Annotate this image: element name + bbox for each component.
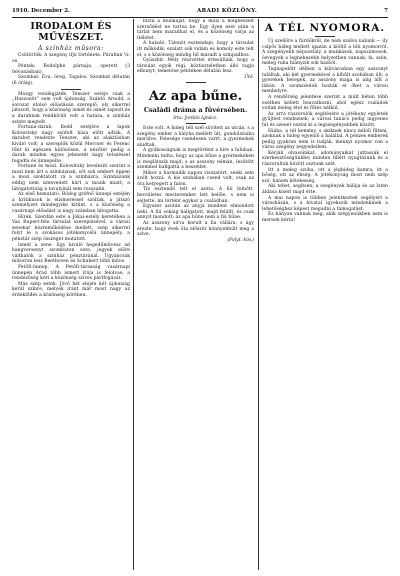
repertoire-line: Szombat: Éva, öreg, Tagalos. Szombat délután (6 óráig). — [12, 75, 130, 86]
story-paragraph: Mikor a harmadik napon visszatért, senki sem szólt hozzá. A kis szobában csend volt, csak az óra ketyegett a falon. — [137, 170, 254, 187]
column-divider — [133, 19, 134, 570]
story-paragraph: Este volt. A hideg téli szél süvített az utcán, s a szegény ember a kályha mellett ült, gondolataiba merülve. Felesége csendesen varrt, a gyermekek aludtak. — [137, 125, 254, 148]
article-paragraph: Tegnapelőtt délben a külvárosban egy asszonyt találtak, aki két gyermekével a kihűlt szobában ült; a gyerekek betegek, az asszony maga is alig állt a lábán. A szomszédok hozták el őket a városi menhelyre. — [262, 66, 388, 95]
article-paragraph: Fortuna-darab. Kedd estéjére a lapok Kolowitsky nagy zsúfolt háza előtt adták. A darabot rendezte Tenszer, aki az alakításban kiváló volt; a szereplők közül Mercser és Ferenc tűnt ki egészen különösen, a nézőtér pedig a darab minden egyes jelenetét nagy tetszéssel fogadta és ünnepelte. — [12, 125, 130, 164]
article-paragraph: Az első bemutató. Bódog grófnő ünnepi estéjén a kritikusok is elismeréssel szóltak, a játszó személyzet mindegyike kitűnt, s a közönség a vasárnapi előadást is nagy számban látogatta. — [12, 192, 130, 215]
story-paragraph: Az asszony sírva borult a fia vállára, s úgy érezte, hogy évek óta először könnyebbült meg a szíve. — [137, 221, 254, 238]
section-title-literature: IRODALOM ÉS MŰVÉSZET. — [30, 21, 112, 43]
article-paragraph: És hányan vannak még, akik szégyenükben nem is mernek kérni! — [262, 212, 388, 223]
article-paragraph: Hírek. Szerdán este a Jókai-estély keretében a Vas Rupert-féle társulat szereplésével, a városi zenekar közreműködése mellett, szép sikerrel folyt le a szokásos jótékonycélú ünnepély, a pénztár szép összeget mutatott. — [12, 214, 130, 242]
separator — [186, 123, 206, 124]
article-paragraph: A mai napon is többen jelentkeztek segélyért a városházán, s a hivatal igyekszik mindenkinek a lehetőséghez képest megadni a támogatást. — [262, 195, 388, 212]
masthead-rule — [12, 17, 388, 18]
page-number: 7 — [384, 8, 388, 14]
masthead-title: ARADI KÖZLÖNY. — [196, 8, 258, 14]
article-paragraph: Ismét a zene. Egy kiváló hegedűművész ad hangversenyt szombaton este; jegyek előre válthatók a színház pénztáránál. Ugyancsak műsoron lesz Beethoven és Schubert több műve. — [12, 242, 130, 265]
section-subtitle-repertoire: A színház műsora: — [38, 45, 104, 52]
author-signature: Ütő. — [244, 74, 254, 80]
article-paragraph: Gyászhír. Mély részvéttel értesülünk, hogy a társulat egyik régi, köztiszteletben álló tagja elhunyt; temetése pénteken délután lesz. — [137, 58, 254, 75]
article-paragraph: Kérjük olvasóinkat, adományaikat juttassák el szerkesztőségünkbe; minden fillért nyugtázunk és a rászorultak között osztunk szét. — [262, 150, 388, 168]
section-title-winter: A TÉL NYOMORA. — [264, 22, 386, 34]
column-literature — [12, 19, 130, 570]
article-paragraph: Fortuné és mozi. Kolowitsky leveleziti szerint a mozi nem árt a színháznak, sőt sok embert éppen a mozi szoktatott rá a színházra. Színházunk eddig nem szenvedett kárt a mozik miatt; a látogatottság a tavalyinál sem rosszabb. — [12, 164, 130, 192]
article-paragraph: Az arra rászorulók segítésére a jótékony egyletek gyűjtést rendeznek; a városi tanács pedig ingyenes fát és szenet osztat ki a legszegényebbek között. — [262, 111, 388, 128]
masthead-date: 1910. December 2. — [12, 8, 70, 14]
separator — [315, 36, 335, 37]
masthead — [12, 6, 388, 16]
article-paragraph: Aki tehet, segítsen; a szegények hálája és az Isten áldása kíséri majd érte. — [262, 184, 388, 196]
separator — [186, 82, 206, 83]
continuation-note: (Folyt. köv.) — [227, 237, 254, 243]
separator — [61, 89, 81, 90]
article-paragraph: A rendőrség jelentése szerint a múlt héten több esetben kellett beavatkozni, ahol egész családok voltak meleg étel és fűtés nélkül. — [262, 94, 388, 112]
article-paragraph: bízta a munkáját, hogy a mozi a megbeszélt szerződést ne tartsa be. Egy ilyen eset után a tárlat nem maradhat el, és a közönség várja az ítéletet. — [137, 19, 254, 41]
repertoire-line: Péntek: Rodolphe párnaja, operett (3 felvonásban). — [12, 64, 130, 75]
column-feuilleton — [137, 19, 254, 570]
column-divider — [258, 19, 259, 570]
story-subtitle: Családi dráma a füvérsében. — [143, 105, 248, 114]
article-paragraph: Mozgy vendégjáték. Tenszer estéje csak a „Huszonöt” sem volt újdonság. Szántó Arnold, a sorozat utolsó előadásán szereplő, oly sikerrel játszott, hogy a közönség ismét és ismét tapsolt és a darabnak rendkívüli volt a hatása, a színház szinte megtelt. — [12, 91, 130, 125]
article-paragraph: Új szellőre a fürdőkről, de nem szólva nálunk — ily csípős hideg mellett igazán a kiöltő a téli nyomorról. A szegényebb néposztály, a munkások, napszámosok, özvegyek a legnehezebb helyzetben vannak; fa, szén, meleg ruha hiányzik sok házból. — [262, 39, 388, 67]
article-paragraph: Petőfi-ünnep. A Petőfi-társaság vasárnapi ünnepén Arad több ismert írója is felolvas; a rendezőség kéri a közönség szíves pártfogását. — [12, 264, 130, 282]
article-paragraph: A haladó. Tizenöt esztendeje, hogy a társulat itt működik; ezalatt sok vidám és komoly este telt el, s a közönség mindig hű maradt a színpadhoz. — [137, 41, 254, 58]
article-paragraph: Más szép esték. Jövő hét elején két újdonság kerül színre, melyek iránt már most nagy az érdeklődés a közönség körében. — [12, 281, 130, 298]
column-winter-misery — [262, 19, 388, 570]
article-paragraph: Hiába, a tél kemény, s akiknek nincs miből fűteni, azoknak a hideg egyenlő a halállal. A pénzes emberek pedig gyakran nem is tudják, mennyi nyomor van a város szegény negyedeiben. — [262, 128, 388, 151]
repertoire-line: Csütörtök: A szegény ifjú története. Páratlan ¼-os. — [12, 53, 130, 64]
story-byline: Irta: Jordán Ignácz. — [173, 115, 218, 121]
story-paragraph: A gyilkosságnak is megtörtént a híre a faluban. Mindenki tudta, hogy az apa bűne a gyermekeken is meglátszik majd; s az asszony némán, lesütött szemmel hallgatta a beszédet. — [137, 148, 254, 171]
story-paragraph: Egyszer azután az anyja mindent elmondott neki. A fiú sokáig hallgatott, majd felállt, és csak annyit mondott: az apa bűne nem a fiú bűne. — [137, 204, 254, 221]
story-paragraph: Tíz esztendő telt el azóta. A fiú felnőtt, becsületes mesterember lett belőle, s nem is sejtette, mi történt egykor a családban. — [137, 187, 254, 204]
article-paragraph: Itt a meleg szoba, ott a jéghideg kamra; itt a bőség, ott az éhség. A jótékonyság most nem szép szó, hanem kötelesség. — [262, 167, 388, 184]
story-title: Az apa bűne. — [148, 88, 243, 104]
